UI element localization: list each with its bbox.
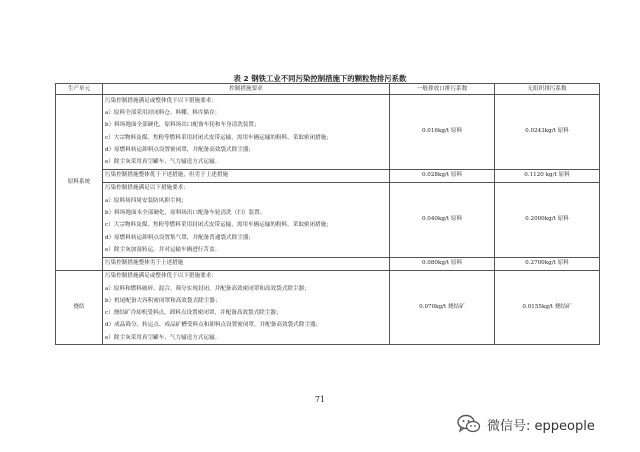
measure-line: e）除尘灰采用真空罐车、气力输送方式运输。 <box>105 334 221 341</box>
measures-cell <box>103 270 390 345</box>
table-title: 表 2 钢铁工业不同污染控制措施下的颗粒物排污系数 <box>233 74 407 83</box>
measure-line: e）除尘灰加湿转运，并对运输车辆进行苫盖。 <box>105 246 221 253</box>
measure-line: c）大宗物料及煤、焦粉等燃料采用封闭式皮带运输，需用车辆运输的粉料，采取密闭措施； <box>105 222 332 229</box>
watermark-text: 微信号: eppeople <box>487 418 595 434</box>
measure-line: b）料场地面未全部硬化，原料场出口配备车轮清洗（扫）装置； <box>105 210 266 217</box>
unit-cell-raw: 原料系统 <box>56 95 103 271</box>
page-number: 71 <box>314 395 326 404</box>
header-organized: 一般排放口排污系数 <box>390 84 495 95</box>
organized-factor: 0.016kg/t 原料 <box>390 95 495 170</box>
header-unit: 生产单元 <box>56 84 103 95</box>
table-row <box>56 182 600 257</box>
measures-cell: 污染控制措施整体优于下述措施，但劣于上述措施 <box>103 169 390 182</box>
unorganized-factor: 0.0155kg/t 烧结矿 <box>495 270 600 345</box>
unorganized-factor: 0.2000kg/t 原料 <box>495 182 600 257</box>
measures-cell <box>103 182 390 257</box>
measure-line: a）原料全部采用封闭料仓、料棚、料库储存； <box>105 109 221 116</box>
measure-line: a）原料和燃料破碎、混合、筛分实现封闭，并配备高效密闭罩和高效袋式除尘器； <box>105 285 310 292</box>
measure-line: 污染控制措施满足以下措施要求： <box>105 185 189 192</box>
organized-factor: 0.080kg/t 原料 <box>390 257 495 270</box>
measure-line: 污染控制措施满足或整体优于以下措施要求： <box>105 97 217 104</box>
unit-cell-sinter: 烧结 <box>56 270 103 345</box>
table-row <box>56 95 600 170</box>
measure-line: a）原料场四周安装防风抑尘网； <box>105 197 187 204</box>
header-unorganized: 无组织排污系数 <box>495 84 600 95</box>
header-measures: 控制措施要求 <box>103 84 390 95</box>
measure-line: e）除尘灰采用真空罐车、气力输送方式运输。 <box>105 159 221 166</box>
measure-line: c）烧结矿冷却机受料点、卸料点设置密闭罩，并配备高效袋式除尘器； <box>105 310 282 317</box>
measure-line: d）原燃料转运卸料点设置密闭罩，并配备高效袋式除尘器； <box>105 146 255 153</box>
organized-factor: 0.028kg/t 原料 <box>390 169 495 182</box>
measure-line: d）原燃料转运卸料点设置集气罩，并配备普通袋式除尘器； <box>105 234 255 241</box>
measures-cell <box>103 95 390 170</box>
unorganized-factor: 0.1120 kg/t 原料 <box>495 169 600 182</box>
measure-line: 污染控制措施满足或整体优于以下措施要求： <box>105 273 217 280</box>
table-row <box>56 169 600 182</box>
measure-line: d）成品筛分、转运点、成品矿槽受料点和卸料点设置密闭罩，并配备高效袋式除尘器； <box>105 322 322 329</box>
watermark <box>457 412 595 436</box>
emission-factor-table <box>55 83 600 345</box>
measure-line: b）料场地面全部硬化，原料场出口配备车轮和车身清洗装置； <box>105 122 260 129</box>
unorganized-factor: 0.0243kg/t 原料 <box>495 95 600 170</box>
table-row <box>56 257 600 270</box>
table-header-row <box>56 84 600 95</box>
wechat-icon <box>457 414 481 434</box>
measure-line: c）大宗物料及煤、焦粉等燃料采用封闭式皮带运输，需用车辆运输的粉料，采取密闭措施； <box>105 134 332 141</box>
organized-factor: 0.040kg/t 原料 <box>390 182 495 257</box>
measure-line: b）机尾配备大容积密闭罩和高效袋式除尘器； <box>105 297 221 304</box>
table-row <box>56 270 600 345</box>
organized-factor: 0.070kg/t 烧结矿 <box>390 270 495 345</box>
unorganized-factor: 0.2700kg/t 原料 <box>495 257 600 270</box>
measures-cell: 污染控制措施整体劣于上述措施 <box>103 257 390 270</box>
